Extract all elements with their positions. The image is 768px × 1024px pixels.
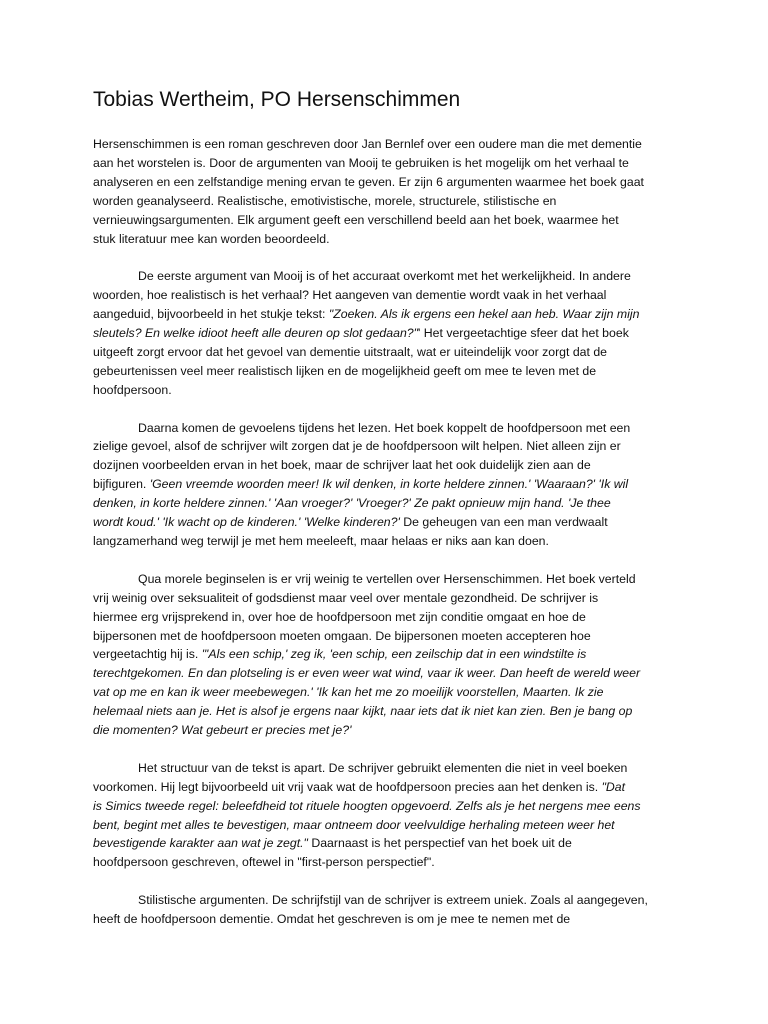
body-text: analyseren en een zelfstandige mening ervan te geven. Er zijn 6 argumenten waarmee het boek gaat: [93, 174, 644, 189]
quote-text: sleutels? En welke idioot heeft alle deuren op slot gedaan?": [93, 326, 418, 341]
text-line: [93, 608, 683, 627]
text-line: [93, 286, 683, 305]
text-line: [93, 627, 683, 646]
paragraph: [93, 891, 683, 929]
body-text: aangeduid, bijvoorbeeld in het stukje tekst:: [93, 307, 329, 322]
text-line: [93, 173, 683, 192]
document-title: Tobias Wertheim, PO Hersenschimmen: [93, 88, 461, 111]
text-line: [93, 475, 683, 494]
text-line: [93, 381, 683, 400]
text-line: [93, 645, 683, 664]
body-text: De eerste argument van Mooij is of het accuraat overkomt met het werkelijkheid. In andere: [138, 269, 631, 284]
text-line: [93, 721, 683, 740]
body-text: hiermee erg vrijsprekend in, over hoe de hoofdpersoon met zijn conditie omgaat en hoe de: [93, 609, 586, 624]
document-body: [93, 135, 683, 948]
quote-text: denken, in korte heldere zinnen.' 'Aan vroeger?' 'Vroeger?' Ze pakt opnieuw mijn hand. 'Je thee: [93, 496, 611, 511]
text-line: [93, 683, 683, 702]
text-line: [93, 154, 683, 173]
quote-text: wordt koud.' 'Ik wacht op de kinderen.' 'Welke kinderen?': [93, 515, 400, 530]
body-text: langzamerhand weg terwijl je met hem meeleeft, maar helaas er niks aan kan doen.: [93, 534, 549, 548]
quote-text: vat op me en kan ik weer meebewegen.' 'Ik kan het me zo moeilijk voorstellen, Maarten. Ik zie: [93, 685, 604, 700]
text-line: [93, 343, 683, 362]
body-text: voorkomen. Hij legt bijvoorbeeld uit vrij vaak wat de hoofdpersoon precies aan het denken is.: [93, 779, 602, 794]
body-text: Qua morele beginselen is er vrij weinig te vertellen over Hersenschimmen. Het boek verteld: [138, 571, 636, 586]
text-line: [93, 532, 683, 551]
text-line: [93, 362, 683, 381]
paragraph: [93, 419, 683, 551]
body-text: Hersenschimmen is een roman geschreven door Jan Bernlef over een oudere man die met dementie: [93, 137, 642, 151]
body-text: gebeurtenissen veel meer realistisch lijken en de mogelijkheid geeft om mee te leven met de: [93, 363, 597, 378]
body-text: hoofdpersoon.: [93, 382, 172, 397]
paragraph: [93, 570, 683, 740]
paragraph: [93, 759, 683, 872]
body-text: aan het worstelen is. Door de argumenten van Mooij te gebruiken is het mogelijk om het verhaal te: [93, 155, 629, 170]
text-line: [93, 589, 683, 608]
quote-text: "Zoeken. Als ik ergens een hekel aan heb. Waar zijn mijn: [328, 307, 640, 322]
body-text: ' Het vergeetachtige sfeer dat het boek: [418, 326, 629, 341]
text-line: [93, 211, 683, 230]
quote-text: 'Geen vreemde woorden meer! Ik wil denken, in korte heldere zinnen.' 'Waaraan?' 'Ik wil: [149, 477, 629, 492]
text-line: [93, 816, 683, 835]
text-line: [93, 135, 683, 154]
quote-text: helemaal niets aan je. Het is alsof je ergens naar kijkt, naar iets dat ik niet kan zien. Ben je bang op: [93, 704, 633, 719]
quote-text: is Simics tweede regel: beleefdheid tot rituele hoogten opgevoerd. Zelfs als je het nergens mee eens: [93, 798, 641, 813]
text-line: [93, 759, 683, 778]
body-text: vergeetachtig hij is.: [93, 647, 202, 662]
text-line: [93, 456, 683, 475]
paragraph: [93, 135, 683, 248]
text-line: [93, 910, 683, 929]
paragraph: [93, 267, 683, 399]
quote-text: "Dat: [601, 779, 626, 794]
text-line: [93, 834, 683, 853]
body-text: heeft de hoofdpersoon dementie. Omdat het geschreven is om je mee te nemen met de: [93, 912, 571, 927]
body-text: De geheugen van een man verdwaalt: [399, 515, 608, 530]
quote-text: "'Als een schip,' zeg ik, 'een schip, een zeilschip dat in een windstilte is: [201, 647, 587, 662]
body-text: Daarnaast is het perspectief van het boek uit de: [307, 836, 572, 851]
text-line: [93, 797, 683, 816]
text-line: [93, 853, 683, 872]
body-text: hoofdpersoon geschreven, oftewel in "first-person perspectief".: [93, 855, 435, 870]
text-line: [93, 664, 683, 683]
quote-text: bent, begint met alles te bevestigen, maar ontneem door veelvuldige herhaling meteen weer het: [93, 817, 615, 832]
body-text: Het structuur van de tekst is apart. De schrijver gebruikt elementen die niet in veel boeken: [138, 760, 628, 775]
body-text: Stilistische argumenten. De schrijfstijl van de schrijver is extreem uniek. Zoals al aangegeven,: [138, 893, 648, 908]
text-line: [93, 778, 683, 797]
text-line: [93, 192, 683, 211]
text-line: [93, 702, 683, 721]
text-line: [93, 305, 683, 324]
text-line: [93, 494, 683, 513]
quote-text: bevestigende karakter aan wat je zegt.": [93, 836, 308, 851]
body-text: bijfiguren.: [93, 477, 150, 492]
body-text: zielige gevoel, alsof de schrijver wilt zorgen dat je de hoofdpersoon wilt helpen. Niet alleen zijn er: [93, 439, 621, 454]
body-text: stuk literatuur mee kan worden beoordeeld.: [93, 231, 330, 246]
text-line: [93, 230, 683, 249]
text-line: [93, 891, 683, 910]
body-text: vernieuwingsargumenten. Elk argument geeft een verschillend beeld aan het boek, waarmee het: [93, 212, 619, 227]
text-line: [93, 267, 683, 286]
quote-text: die momenten? Wat gebeurt er precies met je?': [93, 723, 352, 738]
text-line: [93, 419, 683, 438]
body-text: woorden, hoe realistisch is het verhaal? Het aangeven van dementie wordt vaak in het verhaal: [93, 288, 607, 303]
body-text: worden geanalyseerd. Realistische, emotivistische, morele, structurele, stilistische en: [93, 193, 557, 208]
body-text: dozijnen voorbeelden ervan in het boek, maar de schrijver laat het ook duidelijk zien aan de: [93, 458, 591, 473]
text-line: [93, 437, 683, 456]
body-text: bijpersonen met de hoofdpersoon moeten omgaan. De bijpersonen moeten accepteren hoe: [93, 628, 591, 643]
text-line: [93, 513, 683, 532]
body-text: vrij weinig over seksualiteit of godsdienst maar veel over mentale gezondheid. De schrijver is: [93, 590, 599, 605]
quote-text: terechtgekomen. En dan plotseling is er even weer wat wind, vaar ik weer. Dan heeft de wereld weer: [93, 666, 641, 681]
text-line: [93, 324, 683, 343]
body-text: uitgeeft zorgt ervoor dat het gevoel van dementie uitstraalt, wat er uiteindelijk voor zorgt dat de: [93, 344, 608, 359]
text-line: [93, 570, 683, 589]
body-text: Daarna komen de gevoelens tijdens het lezen. Het boek koppelt de hoofdpersoon met een: [138, 420, 631, 435]
